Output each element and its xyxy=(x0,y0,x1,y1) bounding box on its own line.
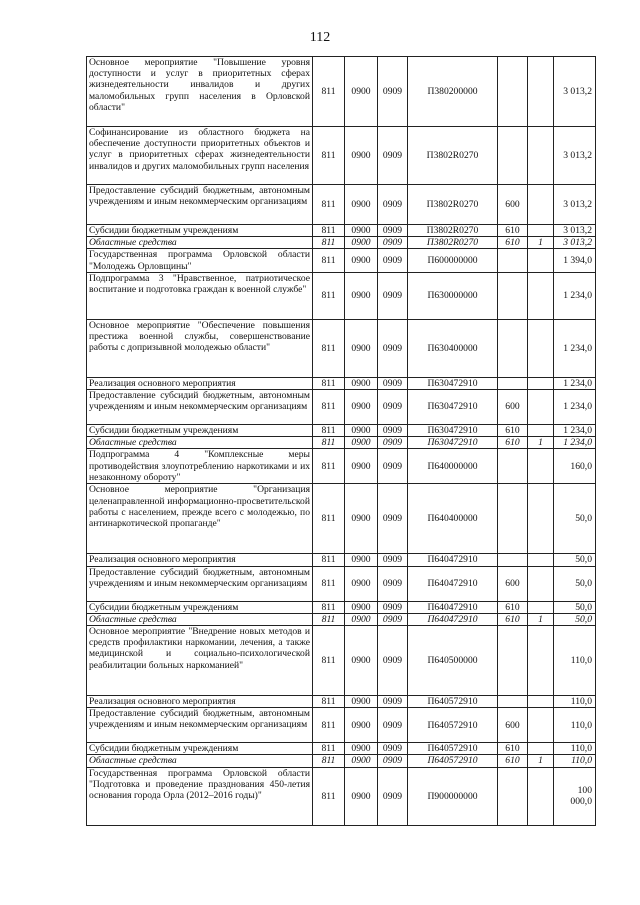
ministry-code: 811 xyxy=(313,708,345,743)
extra-code: 1 xyxy=(528,755,554,767)
extra-code xyxy=(528,449,554,484)
ministry-code: 811 xyxy=(313,185,345,225)
section-code: 0900 xyxy=(345,225,378,237)
table-row xyxy=(87,127,596,185)
subsection-code: 0909 xyxy=(378,319,408,377)
subsection-code: 0909 xyxy=(378,484,408,554)
subsection-code: 0909 xyxy=(378,566,408,601)
amount: 3 013,2 xyxy=(554,225,596,237)
section-code: 0900 xyxy=(345,554,378,566)
amount: 1 394,0 xyxy=(554,249,596,272)
row-name: Государственная программа Орловской области "Подготовка и проведение празднования 450-летия основания города Орла (2012–2016 годы)" xyxy=(87,767,313,825)
expense-type xyxy=(498,554,528,566)
table-row xyxy=(87,743,596,755)
extra-code xyxy=(528,484,554,554)
table-row xyxy=(87,437,596,449)
ministry-code: 811 xyxy=(313,377,345,389)
expense-type xyxy=(498,767,528,825)
section-code: 0900 xyxy=(345,127,378,185)
expense-type: 600 xyxy=(498,566,528,601)
row-name: Областные средства xyxy=(87,237,313,249)
table-row xyxy=(87,377,596,389)
row-name: Подпрограмма 3 "Нравственное, патриотическое воспитание и подготовка граждан к военной службе" xyxy=(87,272,313,319)
target-article: П630000000 xyxy=(408,272,498,319)
row-name: Предоставление субсидий бюджетным, автономным учреждениям и иным некоммерческим организациям xyxy=(87,185,313,225)
extra-code xyxy=(528,767,554,825)
section-code: 0900 xyxy=(345,425,378,437)
subsection-code: 0909 xyxy=(378,708,408,743)
target-article: П900000000 xyxy=(408,767,498,825)
amount: 3 013,2 xyxy=(554,237,596,249)
expense-type xyxy=(498,57,528,127)
table-row xyxy=(87,185,596,225)
subsection-code: 0909 xyxy=(378,185,408,225)
row-name: Субсидии бюджетным учреждениям xyxy=(87,425,313,437)
section-code: 0900 xyxy=(345,613,378,625)
table-row xyxy=(87,755,596,767)
ministry-code: 811 xyxy=(313,566,345,601)
section-code: 0900 xyxy=(345,767,378,825)
row-name: Предоставление субсидий бюджетным, автономным учреждениям и иным некоммерческим организациям xyxy=(87,708,313,743)
amount: 100 000,0 xyxy=(554,767,596,825)
amount: 50,0 xyxy=(554,601,596,613)
expense-type: 610 xyxy=(498,613,528,625)
target-article: П3802R0270 xyxy=(408,127,498,185)
subsection-code: 0909 xyxy=(378,127,408,185)
expense-type: 600 xyxy=(498,185,528,225)
extra-code: 1 xyxy=(528,237,554,249)
ministry-code: 811 xyxy=(313,127,345,185)
subsection-code: 0909 xyxy=(378,601,408,613)
expense-type: 610 xyxy=(498,437,528,449)
expense-type xyxy=(498,249,528,272)
extra-code xyxy=(528,185,554,225)
extra-code xyxy=(528,127,554,185)
section-code: 0900 xyxy=(345,484,378,554)
target-article: П640500000 xyxy=(408,626,498,696)
subsection-code: 0909 xyxy=(378,696,408,708)
extra-code xyxy=(528,626,554,696)
expense-type xyxy=(498,484,528,554)
section-code: 0900 xyxy=(345,696,378,708)
amount: 1 234,0 xyxy=(554,437,596,449)
budget-table xyxy=(86,56,596,826)
target-article: П3802R0270 xyxy=(408,237,498,249)
page-number: 112 xyxy=(309,30,331,45)
target-article: П640400000 xyxy=(408,484,498,554)
target-article: П630472910 xyxy=(408,437,498,449)
extra-code xyxy=(528,743,554,755)
expense-type xyxy=(498,696,528,708)
table-row xyxy=(87,708,596,743)
ministry-code: 811 xyxy=(313,390,345,425)
row-name: Субсидии бюджетным учреждениям xyxy=(87,743,313,755)
amount: 110,0 xyxy=(554,708,596,743)
subsection-code: 0909 xyxy=(378,626,408,696)
table-row xyxy=(87,566,596,601)
extra-code: 1 xyxy=(528,613,554,625)
table-row xyxy=(87,449,596,484)
expense-type: 610 xyxy=(498,237,528,249)
expense-type xyxy=(498,272,528,319)
amount: 3 013,2 xyxy=(554,127,596,185)
section-code: 0900 xyxy=(345,755,378,767)
subsection-code: 0909 xyxy=(378,755,408,767)
amount: 110,0 xyxy=(554,755,596,767)
extra-code xyxy=(528,708,554,743)
ministry-code: 811 xyxy=(313,237,345,249)
amount: 1 234,0 xyxy=(554,425,596,437)
amount: 3 013,2 xyxy=(554,57,596,127)
amount: 160,0 xyxy=(554,449,596,484)
row-name: Областные средства xyxy=(87,613,313,625)
amount: 1 234,0 xyxy=(554,272,596,319)
section-code: 0900 xyxy=(345,437,378,449)
extra-code xyxy=(528,554,554,566)
ministry-code: 811 xyxy=(313,743,345,755)
target-article: П640472910 xyxy=(408,601,498,613)
row-name: Предоставление субсидий бюджетным, автономным учреждениям и иным некоммерческим организациям xyxy=(87,390,313,425)
target-article: П640572910 xyxy=(408,755,498,767)
row-name: Предоставление субсидий бюджетным, автономным учреждениям и иным некоммерческим организациям xyxy=(87,566,313,601)
row-name: Государственная программа Орловской области "Молодежь Орловщины" xyxy=(87,249,313,272)
ministry-code: 811 xyxy=(313,249,345,272)
extra-code xyxy=(528,57,554,127)
extra-code xyxy=(528,272,554,319)
row-name: Реализация основного мероприятия xyxy=(87,696,313,708)
expense-type xyxy=(498,626,528,696)
subsection-code: 0909 xyxy=(378,554,408,566)
extra-code xyxy=(528,377,554,389)
extra-code xyxy=(528,566,554,601)
table-row xyxy=(87,554,596,566)
subsection-code: 0909 xyxy=(378,743,408,755)
ministry-code: 811 xyxy=(313,613,345,625)
expense-type: 610 xyxy=(498,743,528,755)
section-code: 0900 xyxy=(345,449,378,484)
subsection-code: 0909 xyxy=(378,272,408,319)
target-article: П3802R0270 xyxy=(408,185,498,225)
row-name: Областные средства xyxy=(87,437,313,449)
section-code: 0900 xyxy=(345,390,378,425)
amount: 3 013,2 xyxy=(554,185,596,225)
target-article: П640472910 xyxy=(408,554,498,566)
amount: 1 234,0 xyxy=(554,319,596,377)
ministry-code: 811 xyxy=(313,626,345,696)
target-article: П380200000 xyxy=(408,57,498,127)
table-row xyxy=(87,272,596,319)
row-name: Основное мероприятие "Обеспечение повышения престижа военной службы, совершенствование работы с допризывной молодежью области" xyxy=(87,319,313,377)
expense-type: 600 xyxy=(498,390,528,425)
extra-code xyxy=(528,225,554,237)
subsection-code: 0909 xyxy=(378,390,408,425)
target-article: П640472910 xyxy=(408,566,498,601)
row-name: Основное мероприятие "Организация целенаправленной информационно-просветительской работы с населением, прежде всего с молодежью, по антинаркотической пропаганде" xyxy=(87,484,313,554)
table-row xyxy=(87,319,596,377)
section-code: 0900 xyxy=(345,319,378,377)
table-row xyxy=(87,601,596,613)
table-row xyxy=(87,249,596,272)
row-name: Реализация основного мероприятия xyxy=(87,377,313,389)
subsection-code: 0909 xyxy=(378,767,408,825)
subsection-code: 0909 xyxy=(378,425,408,437)
expense-type: 610 xyxy=(498,755,528,767)
section-code: 0900 xyxy=(345,566,378,601)
subsection-code: 0909 xyxy=(378,237,408,249)
expense-type xyxy=(498,449,528,484)
amount: 1 234,0 xyxy=(554,377,596,389)
ministry-code: 811 xyxy=(313,755,345,767)
expense-type: 610 xyxy=(498,225,528,237)
section-code: 0900 xyxy=(345,237,378,249)
extra-code xyxy=(528,696,554,708)
row-name: Областные средства xyxy=(87,755,313,767)
target-article: П600000000 xyxy=(408,249,498,272)
ministry-code: 811 xyxy=(313,554,345,566)
expense-type: 610 xyxy=(498,601,528,613)
row-name: Подпрограмма 4 "Комплексные меры противодействия злоупотреблению наркотиками и их незаконному обороту" xyxy=(87,449,313,484)
target-article: П630400000 xyxy=(408,319,498,377)
table-row xyxy=(87,767,596,825)
subsection-code: 0909 xyxy=(378,57,408,127)
subsection-code: 0909 xyxy=(378,225,408,237)
expense-type: 610 xyxy=(498,425,528,437)
amount: 110,0 xyxy=(554,696,596,708)
ministry-code: 811 xyxy=(313,425,345,437)
ministry-code: 811 xyxy=(313,225,345,237)
ministry-code: 811 xyxy=(313,57,345,127)
amount: 50,0 xyxy=(554,554,596,566)
table-row xyxy=(87,390,596,425)
section-code: 0900 xyxy=(345,185,378,225)
section-code: 0900 xyxy=(345,626,378,696)
table-body xyxy=(87,57,596,826)
ministry-code: 811 xyxy=(313,767,345,825)
target-article: П640000000 xyxy=(408,449,498,484)
table-row xyxy=(87,613,596,625)
subsection-code: 0909 xyxy=(378,437,408,449)
target-article: П630472910 xyxy=(408,425,498,437)
extra-code xyxy=(528,390,554,425)
extra-code xyxy=(528,319,554,377)
target-article: П630472910 xyxy=(408,390,498,425)
row-name: Основное мероприятие "Внедрение новых методов и средств профилактики наркомании, лечения, а также медицинской и социально-психологической реабилитации больных наркоманией" xyxy=(87,626,313,696)
row-name: Реализация основного мероприятия xyxy=(87,554,313,566)
expense-type xyxy=(498,127,528,185)
target-article: П3802R0270 xyxy=(408,225,498,237)
ministry-code: 811 xyxy=(313,601,345,613)
amount: 110,0 xyxy=(554,743,596,755)
table-row xyxy=(87,57,596,127)
ministry-code: 811 xyxy=(313,696,345,708)
ministry-code: 811 xyxy=(313,319,345,377)
section-code: 0900 xyxy=(345,249,378,272)
section-code: 0900 xyxy=(345,377,378,389)
extra-code: 1 xyxy=(528,437,554,449)
amount: 50,0 xyxy=(554,484,596,554)
table-row xyxy=(87,225,596,237)
target-article: П640472910 xyxy=(408,613,498,625)
extra-code xyxy=(528,601,554,613)
section-code: 0900 xyxy=(345,743,378,755)
ministry-code: 811 xyxy=(313,272,345,319)
row-name: Субсидии бюджетным учреждениям xyxy=(87,601,313,613)
section-code: 0900 xyxy=(345,601,378,613)
extra-code xyxy=(528,249,554,272)
ministry-code: 811 xyxy=(313,449,345,484)
amount: 50,0 xyxy=(554,566,596,601)
table-row xyxy=(87,696,596,708)
subsection-code: 0909 xyxy=(378,613,408,625)
expense-type xyxy=(498,377,528,389)
target-article: П640572910 xyxy=(408,708,498,743)
amount: 50,0 xyxy=(554,613,596,625)
section-code: 0900 xyxy=(345,708,378,743)
target-article: П630472910 xyxy=(408,377,498,389)
section-code: 0900 xyxy=(345,57,378,127)
row-name: Софинансирование из областного бюджета на обеспечение доступности приоритетных объектов и услуг в приоритетных сферах жизнедеятельности инвалидов и других маломобильных групп населения xyxy=(87,127,313,185)
target-article: П640572910 xyxy=(408,696,498,708)
target-article: П640572910 xyxy=(408,743,498,755)
subsection-code: 0909 xyxy=(378,449,408,484)
subsection-code: 0909 xyxy=(378,377,408,389)
amount: 1 234,0 xyxy=(554,390,596,425)
table-row xyxy=(87,425,596,437)
table-row xyxy=(87,484,596,554)
expense-type xyxy=(498,319,528,377)
expense-type: 600 xyxy=(498,708,528,743)
extra-code xyxy=(528,425,554,437)
row-name: Основное мероприятие "Повышение уровня доступности и услуг в приоритетных сферах жизнедеятельности инвалидов и других маломобильных групп населения в Орловской области" xyxy=(87,57,313,127)
ministry-code: 811 xyxy=(313,437,345,449)
subsection-code: 0909 xyxy=(378,249,408,272)
row-name: Субсидии бюджетным учреждениям xyxy=(87,225,313,237)
ministry-code: 811 xyxy=(313,484,345,554)
table-row xyxy=(87,626,596,696)
table-row xyxy=(87,237,596,249)
section-code: 0900 xyxy=(345,272,378,319)
amount: 110,0 xyxy=(554,626,596,696)
